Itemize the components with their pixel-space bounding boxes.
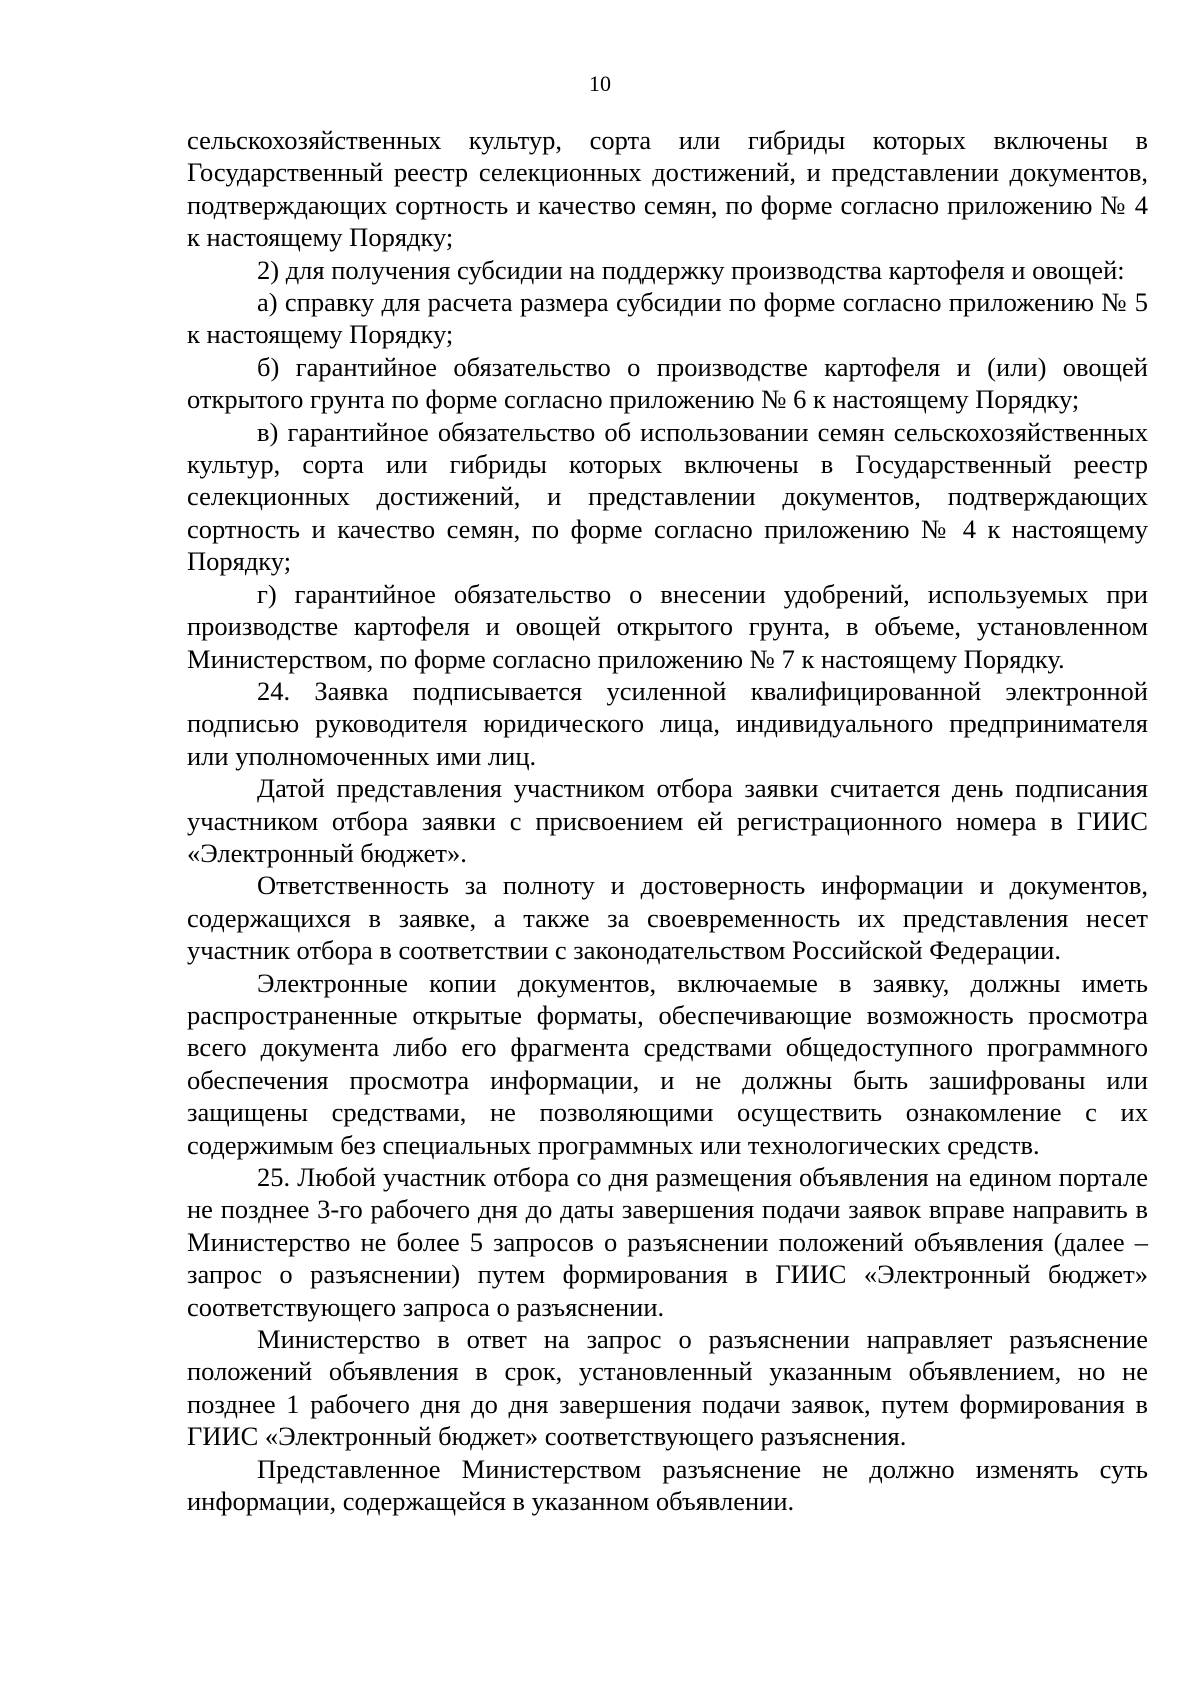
paragraph-item-2: 2) для получения субсидии на поддержку производства картофеля и овощей:: [257, 254, 1125, 285]
paragraph-item-2b: б) гарантийное обязательство о производстве картофеля и (или) овощей открытого грунта по форме согласно приложению № 6 к настоящему Порядку;: [187, 351, 1148, 415]
paragraph-ministry-response: Министерство в ответ на запрос о разъяснении направляет разъяснение положений объявления в срок, установленный указанным объявлением, но не позднее 1 рабочего дня до дня завершения подачи заявок, путем формирования в ГИИС «Электронный бюджет» соответствующего разъяснения.: [187, 1324, 1148, 1452]
page-number: 10: [589, 71, 611, 96]
paragraph-item-2g: г) гарантийное обязательство о внесении удобрений, используемых при производстве картофеля и овощей открытого грунта, в объеме, установленном Министерством, по форме согласно приложению № 7 к настоящему Порядку.: [187, 578, 1148, 674]
paragraph-clarification-limit: Представленное Министерством разъяснение не должно изменять суть информации, содержащейся в указанном объявлении.: [187, 1453, 1148, 1517]
paragraph-item-2v: в) гарантийное обязательство об использовании семян сельскохозяйственных культур, сорта или гибриды которых включены в Государственный реестр селекционных достижений, и представлении документов, подтверждающих сортность и качество семян, по форме согласно приложению № 4 к настоящему Порядку;: [187, 416, 1148, 577]
paragraph-clause-24: 24. Заявка подписывается усиленной квалифицированной электронной подписью руководителя юридического лица, индивидуального предпринимателя или уполномоченных ими лиц.: [187, 675, 1148, 771]
paragraph-item-2a: а) справку для расчета размера субсидии по форме согласно приложению № 5 к настоящему Порядку;: [187, 287, 1148, 350]
document-body: [187, 124, 1148, 1517]
paragraph-responsibility: Ответственность за полноту и достоверность информации и документов, содержащихся в заявке, а также за своевременность их представления несет участник отбора в соответствии с законодательством Российской Федерации.: [187, 870, 1148, 966]
paragraph-continuation: сельскохозяйственных культур, сорта или гибриды которых включены в Государственный реестр селекционных достижений, и представлении документов, подтверждающих сортность и качество семян, по форме согласно приложению № 4 к настоящему Порядку;: [187, 125, 1148, 253]
paragraph-electronic-copies: Электронные копии документов, включаемые в заявку, должны иметь распространенные открытые форматы, обеспечивающие возможность просмотра всего документа либо его фрагмента средствами общедоступного программного обеспечения просмотра информации, и не должны быть зашифрованы или защищены средствами, не позволяющими осуществить ознакомление с их содержимым без специальных программных или технологических средств.: [187, 967, 1148, 1160]
paragraph-clause-25: 25. Любой участник отбора со дня размещения объявления на едином портале не позднее 3-го рабочего дня до даты завершения подачи заявок вправе направить в Министерство не более 5 запросов о разъяснении положений объявления (далее – запрос о разъяснении) путем формирования в ГИИС «Электронный бюджет» соответствующего запроса о разъяснении.: [187, 1162, 1148, 1322]
paragraph-submission-date: Датой представления участником отбора заявки считается день подписания участником отбора заявки с присвоением ей регистрационного номера в ГИИС «Электронный бюджет».: [187, 773, 1148, 868]
